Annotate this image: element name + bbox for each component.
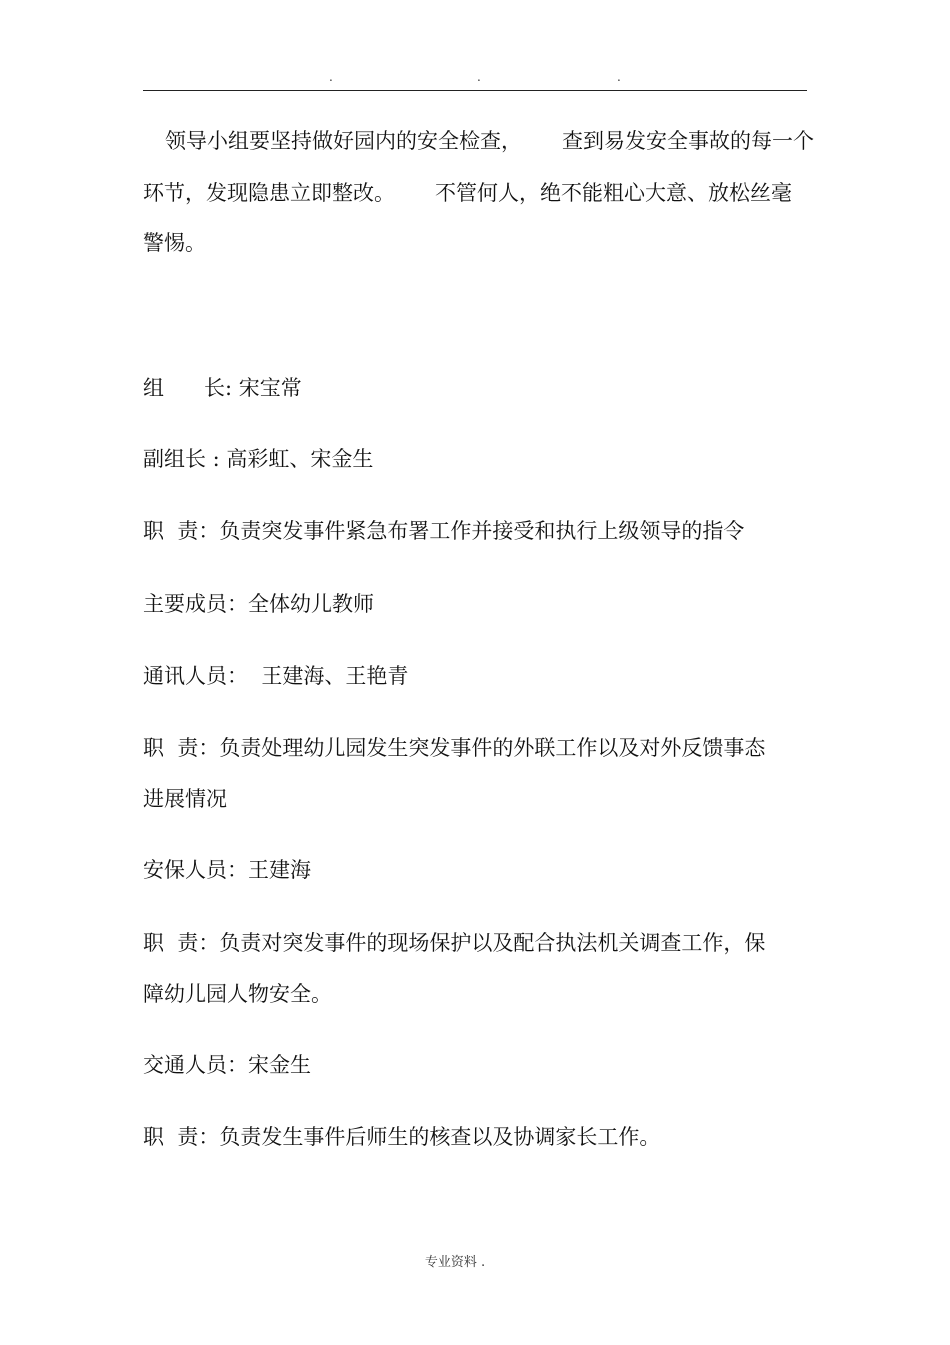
traffic-line: 交通人员：宋金生 bbox=[143, 1053, 311, 1077]
footer-text: 专业资料 . bbox=[424, 1255, 486, 1270]
duty-line-3a: 职 责：负责对突发事件的现场保护以及配合执法机关调查工作，保 bbox=[143, 931, 766, 955]
duty-line-1: 职 责：负责突发事件紧急布署工作并接受和执行上级领导的指令 bbox=[143, 519, 745, 543]
header-dot: . bbox=[329, 70, 333, 84]
intro-line-1: 领导小组要坚持做好园内的安全检查， 查到易发安全事故的每一个 bbox=[165, 129, 815, 153]
duty-line-4: 职 责：负责发生事件后师生的核查以及协调家长工作。 bbox=[143, 1125, 661, 1149]
intro-line-2: 环节，发现隐患立即整改。 不管何人，绝不能粗心大意、放松丝毫 bbox=[143, 181, 793, 205]
header-dot: . bbox=[477, 70, 481, 84]
duty-line-2a: 职 责：负责处理幼儿园发生突发事件的外联工作以及对外反馈事态 bbox=[143, 736, 766, 760]
duty-line-3b: 障幼儿园人物安全。 bbox=[143, 982, 332, 1006]
header-dot: . bbox=[617, 70, 621, 84]
intro-line-3: 警惕。 bbox=[143, 231, 206, 255]
page-footer bbox=[0, 1251, 950, 1270]
header-dots bbox=[0, 70, 950, 86]
security-line: 安保人员：王建海 bbox=[143, 858, 311, 882]
members-line: 主要成员：全体幼儿教师 bbox=[143, 592, 374, 616]
comm-line: 通讯人员： 王建海、王艳青 bbox=[143, 664, 409, 688]
deputy-line: 副组长 : 高彩虹、宋金生 bbox=[143, 447, 374, 471]
leader-line: 组 长: 宋宝常 bbox=[143, 376, 302, 400]
header-rule bbox=[143, 90, 807, 91]
duty-line-2b: 进展情况 bbox=[143, 787, 227, 811]
